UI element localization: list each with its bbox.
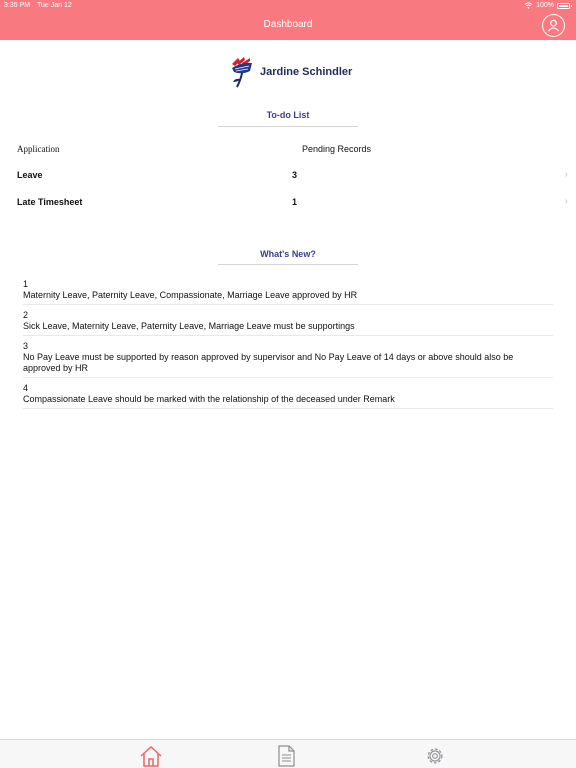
todo-divider	[218, 126, 358, 127]
news-item-text: Sick Leave, Maternity Leave, Paternity Leave, Marriage Leave must be supportings	[23, 321, 355, 331]
news-item-text: No Pay Leave must be supported by reason approved by supervisor and No Pay Leave of 14 days or above should also be approved by HR	[23, 352, 514, 373]
tab-home[interactable]	[138, 745, 164, 768]
news-item	[23, 383, 553, 409]
nav-bar	[0, 12, 576, 40]
todo-row-count: 3	[292, 170, 298, 180]
todo-row-late-timesheet[interactable]	[0, 193, 576, 213]
home-icon	[139, 745, 163, 767]
news-item-number: 3	[23, 341, 29, 351]
whats-new-section-title: What's New?	[260, 249, 316, 259]
company-logo	[228, 55, 352, 89]
tab-settings[interactable]	[422, 745, 448, 768]
status-date: Tue Jan 12	[37, 2, 72, 9]
status-time: 3:35 PM	[4, 2, 31, 9]
news-item-text: Compassionate Leave should be marked with the relationship of the deceased under Remark	[23, 394, 395, 404]
news-item	[23, 341, 553, 378]
news-item	[23, 279, 553, 305]
page-title: Dashboard	[263, 19, 313, 30]
thistle-logo-icon	[228, 55, 256, 89]
status-right	[524, 2, 570, 9]
column-header-application: Application	[17, 144, 60, 154]
news-item-number: 4	[23, 383, 29, 393]
column-header-pending: Pending Records	[302, 144, 372, 154]
wifi-icon	[524, 2, 533, 9]
news-item	[23, 310, 553, 336]
profile-button[interactable]	[542, 14, 565, 37]
todo-section-title: To-do List	[266, 110, 310, 120]
tab-bar	[0, 739, 576, 768]
battery-percent: 100%	[536, 2, 554, 9]
chevron-right-icon: ›	[564, 196, 568, 207]
status-bar	[0, 0, 576, 12]
news-item-number: 2	[23, 310, 29, 320]
news-item-number: 1	[23, 279, 29, 289]
todo-row-leave[interactable]	[0, 166, 576, 186]
todo-row-label: Leave	[17, 170, 43, 180]
gear-icon	[423, 745, 447, 767]
document-icon	[276, 745, 296, 767]
todo-row-label: Late Timesheet	[17, 197, 83, 207]
whats-new-divider	[218, 264, 358, 265]
tab-documents[interactable]	[273, 745, 299, 768]
logo-text: Jardine Schindler	[260, 66, 353, 78]
battery-icon	[557, 3, 570, 9]
todo-row-count: 1	[292, 197, 298, 207]
news-item-text: Maternity Leave, Paternity Leave, Compassionate, Marriage Leave approved by HR	[23, 290, 358, 300]
chevron-right-icon: ›	[564, 169, 568, 180]
user-icon	[547, 19, 560, 32]
